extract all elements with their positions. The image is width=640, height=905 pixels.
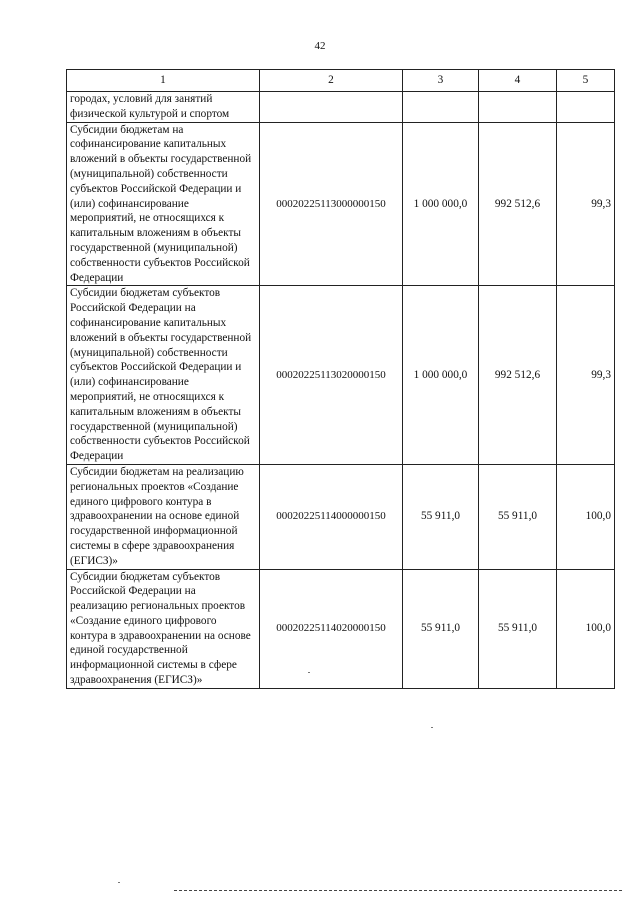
column-header-4: 4 bbox=[479, 70, 557, 92]
column-header-5: 5 bbox=[557, 70, 615, 92]
row-code: 00020225113000000150 bbox=[260, 122, 403, 286]
row-planned: 55 911,0 bbox=[403, 464, 479, 569]
row-name: городах, условий для занятий физической культурой и спортом bbox=[67, 92, 260, 123]
row-planned: 1 000 000,0 bbox=[403, 286, 479, 465]
row-percent: 100,0 bbox=[557, 464, 615, 569]
row-code: 00020225114020000150 bbox=[260, 569, 403, 688]
row-percent bbox=[557, 92, 615, 123]
row-code: 00020225113020000150 bbox=[260, 286, 403, 465]
page-number: 42 bbox=[314, 40, 326, 52]
table-row bbox=[67, 286, 615, 465]
scan-speck bbox=[118, 882, 120, 883]
row-executed: 55 911,0 bbox=[479, 464, 557, 569]
row-executed bbox=[479, 92, 557, 123]
column-header-2: 2 bbox=[260, 70, 403, 92]
row-executed: 55 911,0 bbox=[479, 569, 557, 688]
footer-rule bbox=[174, 890, 622, 891]
table-row bbox=[67, 569, 615, 688]
row-name: Субсидии бюджетам субъектов Российской Федерации на реализацию региональных проектов «Создание единого цифрового контура в здравоохранении на основе единой государственной информационной системы в сфере здравоохранения (ЕГИСЗ)» bbox=[67, 569, 260, 688]
row-code bbox=[260, 92, 403, 123]
budget-table bbox=[66, 69, 615, 689]
row-executed: 992 512,6 bbox=[479, 286, 557, 465]
row-executed: 992 512,6 bbox=[479, 122, 557, 286]
row-planned bbox=[403, 92, 479, 123]
row-percent: 99,3 bbox=[557, 122, 615, 286]
row-percent: 100,0 bbox=[557, 569, 615, 688]
column-header-3: 3 bbox=[403, 70, 479, 92]
table-row bbox=[67, 464, 615, 569]
row-name: Субсидии бюджетам субъектов Российской Федерации на софинансирование капитальных вложений в объекты государственной (муниципальной) собственности субъектов Российской Федерации и (или) софинансирование мероприятий, не относящихся к капитальным вложениям в объекты государственной (муниципальной) собственности субъектов Российской Федерации bbox=[67, 286, 260, 465]
header-row bbox=[67, 70, 615, 92]
table-row bbox=[67, 122, 615, 286]
table-row bbox=[67, 92, 615, 123]
row-code: 00020225114000000150 bbox=[260, 464, 403, 569]
row-planned: 1 000 000,0 bbox=[403, 122, 479, 286]
row-name: Субсидии бюджетам на софинансирование капитальных вложений в объекты государственной (муниципальной) собственности субъектов Российской Федерации и (или) софинансирование мероприятий, не относящихся к капитальным вложениям в объекты государственной (муниципальной) собственности субъектов Российской Федерации bbox=[67, 122, 260, 286]
row-name: Субсидии бюджетам на реализацию региональных проектов «Создание единого цифрового контура в здравоохранении на основе единой государственной информационной системы в сфере здравоохранения (ЕГИСЗ)» bbox=[67, 464, 260, 569]
scan-speck bbox=[431, 727, 433, 728]
row-percent: 99,3 bbox=[557, 286, 615, 465]
row-planned: 55 911,0 bbox=[403, 569, 479, 688]
scan-speck bbox=[308, 672, 310, 673]
column-header-1: 1 bbox=[67, 70, 260, 92]
